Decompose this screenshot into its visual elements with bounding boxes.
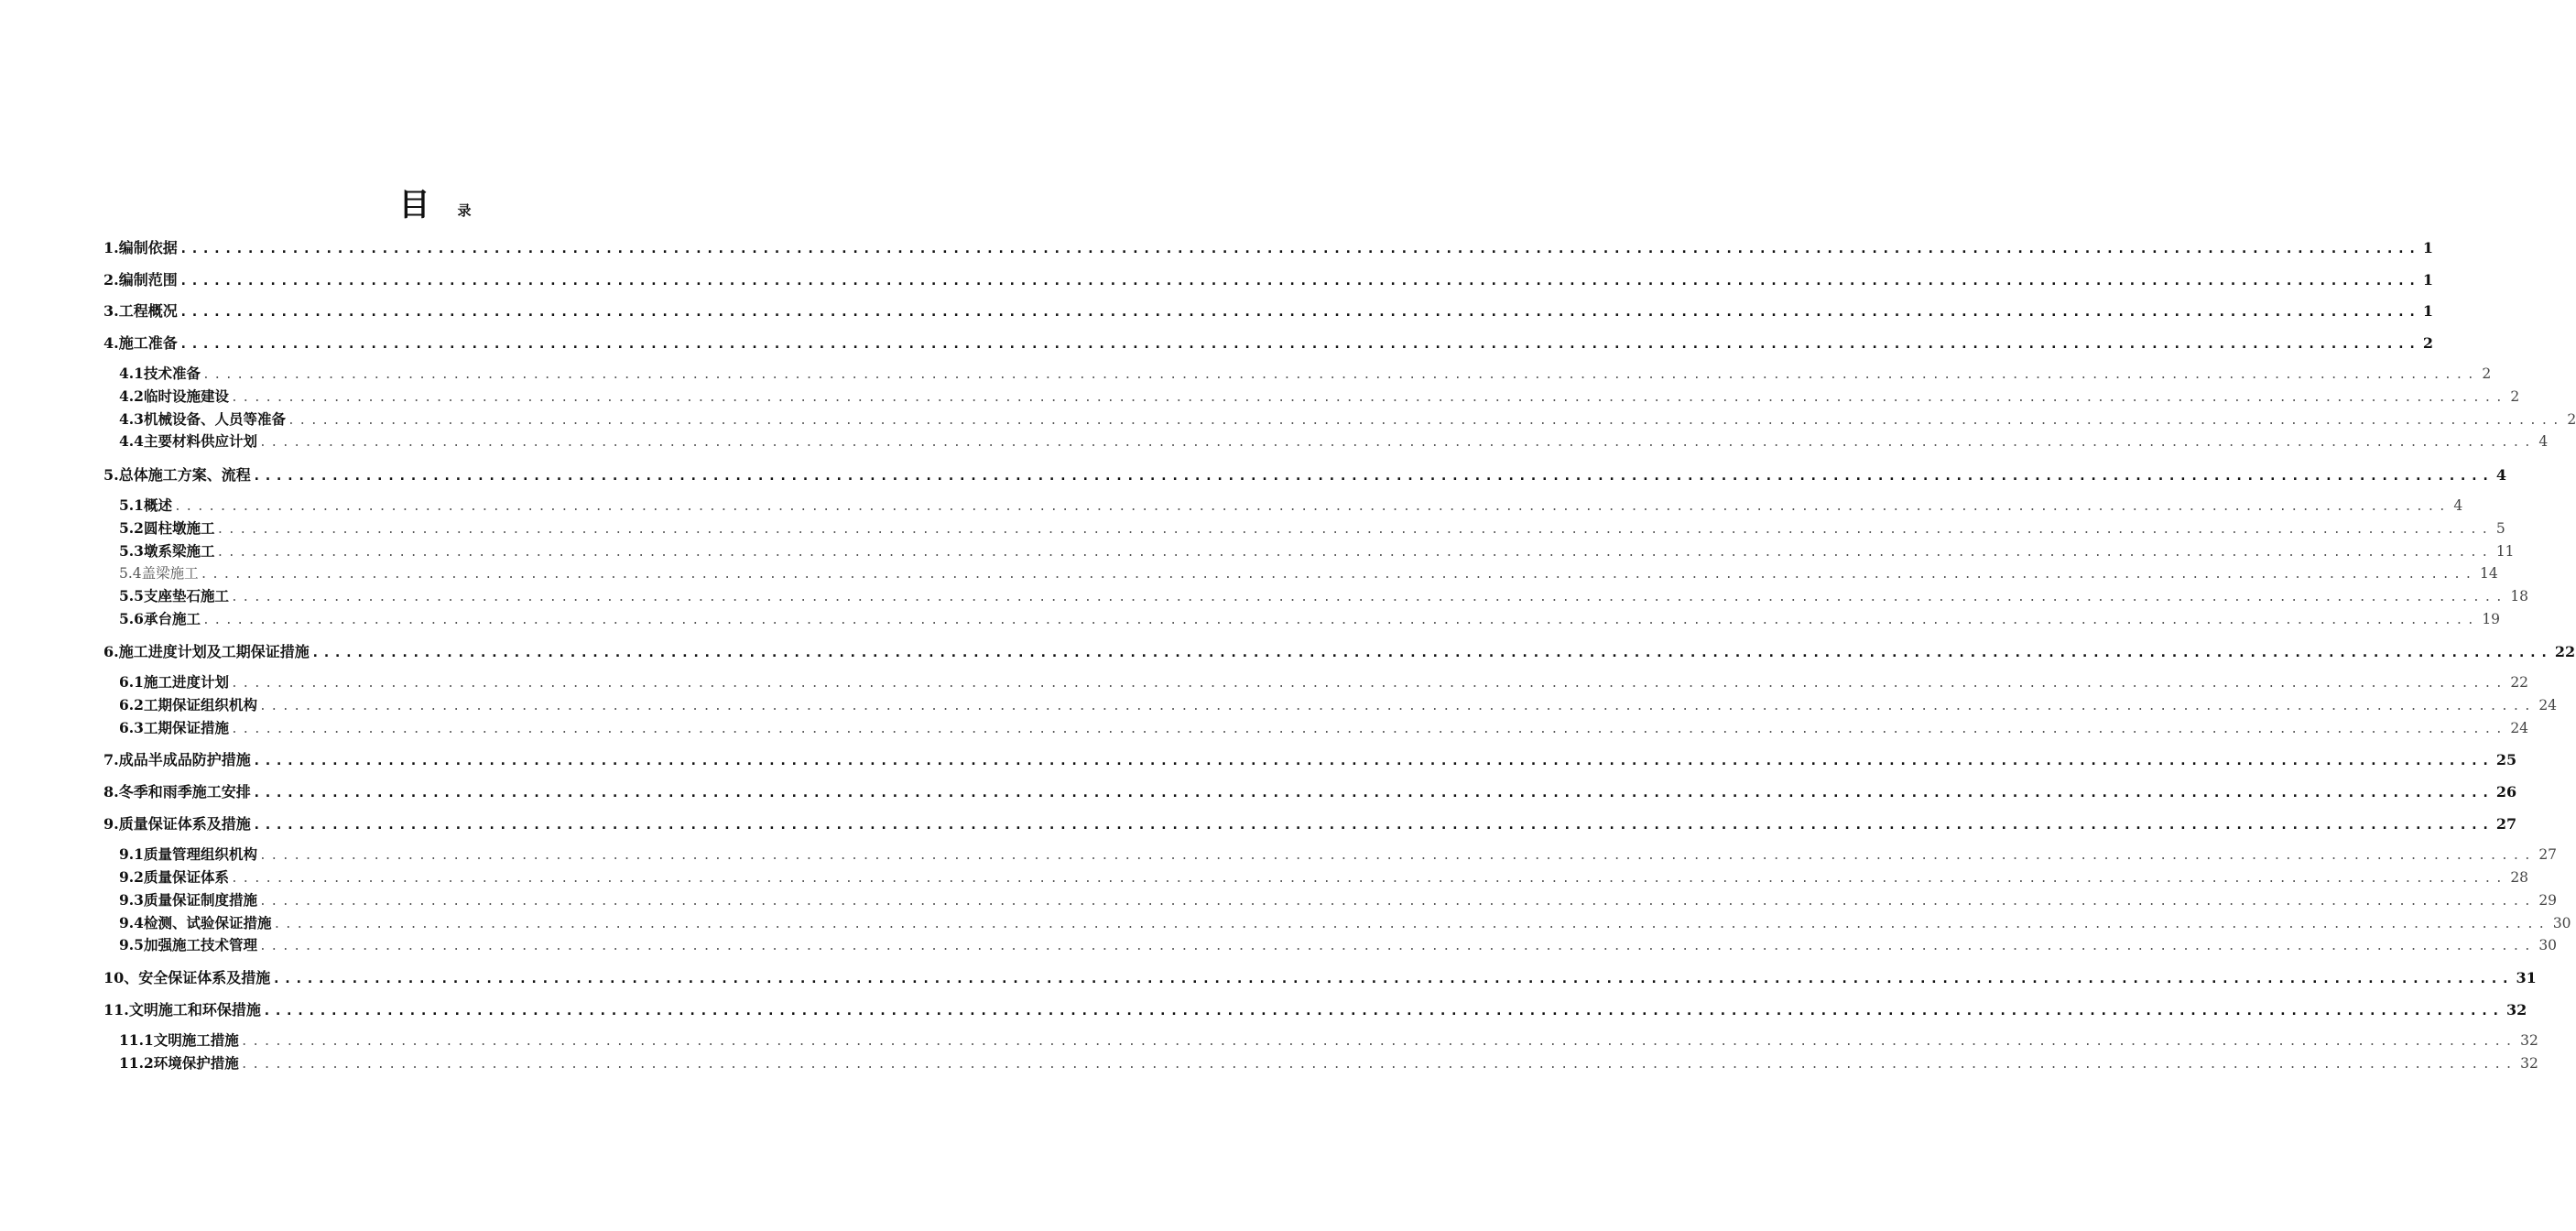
toc-page-number: 2 (2567, 411, 2576, 428)
toc-leader-dots: ........................................................................................................................................................................................................ (252, 752, 2493, 768)
toc-title (0, 180, 870, 224)
toc-subentry[interactable] (119, 562, 2498, 583)
toc-entry-label: 4.1技术准备 (119, 365, 201, 382)
toc-subentry[interactable] (119, 517, 2505, 538)
toc-entry-label: 4.施工准备 (103, 334, 178, 352)
toc-leader-dots: ........................................................................................................................................................................................................ (287, 414, 2564, 428)
toc-page-number: 11 (2495, 543, 2515, 560)
toc-leader-dots: ........................................................................................................................................................................................................ (230, 677, 2507, 691)
toc-page-number: 4 (2538, 433, 2549, 450)
toc-page-number: 22 (2510, 674, 2529, 691)
toc-page-number: 4 (2453, 497, 2463, 514)
toc-page-number: 30 (2552, 915, 2571, 931)
toc-subentry[interactable] (119, 1029, 2538, 1050)
toc-title-secondary: 录 (457, 202, 472, 219)
toc-entry-label: 5.4盖梁施工 (119, 565, 199, 582)
toc-leader-dots: ........................................................................................................................................................................................................ (201, 614, 2479, 627)
toc-leader-dots: ........................................................................................................................................................................................................ (310, 644, 2551, 660)
toc-page-number: 31 (2516, 969, 2537, 986)
toc-leader-dots: ........................................................................................................................................................................................................ (240, 1058, 2517, 1072)
toc-leader-dots: ........................................................................................................................................................................................................ (240, 1035, 2517, 1049)
toc-subentry[interactable] (119, 495, 2463, 515)
toc-leader-dots: ........................................................................................................................................................................................................ (258, 849, 2536, 863)
toc-leader-dots: ........................................................................................................................................................................................................ (258, 940, 2536, 953)
toc-entry-label: 11.2环境保护措施 (119, 1054, 239, 1072)
toc-leader-dots: ........................................................................................................................................................................................................ (179, 272, 2419, 289)
toc-entry[interactable] (103, 812, 2517, 833)
toc-entry-label: 9.质量保证体系及措施 (103, 815, 251, 833)
toc-leader-dots: ........................................................................................................................................................................................................ (173, 500, 2451, 514)
toc-entry-label: 9.3质量保证制度措施 (119, 891, 257, 909)
toc-page-number: 24 (2538, 697, 2558, 714)
toc-entry[interactable] (103, 966, 2537, 986)
toc-page-number: 25 (2495, 751, 2517, 768)
toc-subentry[interactable] (119, 430, 2549, 451)
toc-page-number: 18 (2510, 588, 2529, 605)
toc-leader-dots: ........................................................................................................................................................................................................ (252, 784, 2493, 801)
toc-page-number: 32 (2506, 1001, 2527, 1019)
toc-entry[interactable] (103, 268, 2434, 289)
toc-subentry[interactable] (119, 409, 2576, 429)
toc-subentry[interactable] (119, 540, 2515, 561)
toc-leader-dots: ........................................................................................................................................................................................................ (216, 523, 2493, 537)
toc-entry-label: 11.文明施工和环保措施 (103, 1001, 261, 1019)
toc-subentry[interactable] (119, 608, 2501, 628)
toc-leader-dots: ........................................................................................................................................................................................................ (230, 591, 2507, 605)
toc-entry[interactable] (103, 748, 2517, 768)
toc-leader-dots: ........................................................................................................................................................................................................ (272, 970, 2513, 986)
toc-entry-label: 4.3机械设备、人员等准备 (119, 410, 286, 428)
toc-leader-dots: ........................................................................................................................................................................................................ (273, 918, 2549, 931)
toc-leader-dots: ........................................................................................................................................................................................................ (179, 240, 2419, 256)
toc-leader-dots: ........................................................................................................................................................................................................ (179, 303, 2419, 320)
toc-page-number: 27 (2538, 846, 2558, 863)
toc-leader-dots: ........................................................................................................................................................................................................ (262, 1002, 2503, 1019)
toc-page-number: 2 (2422, 334, 2434, 352)
toc-subentry[interactable] (119, 889, 2558, 910)
toc-leader-dots: ........................................................................................................................................................................................................ (252, 816, 2493, 833)
toc-subentry[interactable] (119, 912, 2571, 932)
toc-entry-label: 8.冬季和雨季施工安排 (103, 783, 251, 801)
toc-page-number: 22 (2554, 643, 2576, 660)
toc-entry-label: 5.2圆柱墩施工 (119, 519, 215, 537)
toc-leader-dots: ........................................................................................................................................................................................................ (201, 368, 2479, 382)
toc-entry-label: 5.6承台施工 (119, 610, 201, 627)
toc-leader-dots: ........................................................................................................................................................................................................ (200, 568, 2476, 582)
toc-page-number: 26 (2495, 783, 2517, 801)
toc-subentry[interactable] (119, 585, 2529, 605)
toc-page-number: 4 (2495, 466, 2507, 484)
toc-entry-label: 5.1概述 (119, 496, 172, 514)
toc-entry-label: 1.编制依据 (103, 239, 178, 256)
toc-entry-label: 9.1质量管理组织机构 (119, 845, 257, 863)
toc-entry-label: 4.4主要材料供应计划 (119, 432, 257, 450)
toc-page-number: 30 (2538, 937, 2558, 953)
toc-entry-label: 6.施工进度计划及工期保证措施 (103, 643, 310, 660)
toc-entry-label: 9.5加强施工技术管理 (119, 936, 257, 953)
toc-page-number: 2 (2482, 365, 2492, 382)
toc-entry-label: 3.工程概况 (103, 302, 178, 320)
toc-page-number: 14 (2480, 565, 2498, 582)
toc-page-number: 28 (2510, 869, 2529, 886)
toc-page-number: 32 (2520, 1032, 2538, 1049)
toc-page-number: 32 (2520, 1055, 2538, 1072)
toc-entry-label: 10、安全保证体系及措施 (103, 969, 271, 986)
toc-page-number: 5 (2495, 520, 2505, 537)
toc-subentry[interactable] (119, 844, 2558, 864)
toc-entry-label: 5.5支座垫石施工 (119, 587, 229, 605)
toc-entry[interactable] (103, 640, 2576, 660)
toc-subentry[interactable] (119, 866, 2529, 887)
toc-subentry[interactable] (119, 1052, 2538, 1073)
toc-leader-dots: ........................................................................................................................................................................................................ (230, 723, 2507, 736)
toc-page-number: 1 (2422, 302, 2434, 320)
toc-subentry[interactable] (119, 717, 2529, 737)
toc-entry-label: 6.2工期保证组织机构 (119, 696, 257, 714)
toc-entry-label: 4.2临时设施建设 (119, 387, 229, 405)
toc-page-number: 24 (2510, 720, 2529, 736)
toc-leader-dots: ........................................................................................................................................................................................................ (258, 700, 2536, 714)
toc-leader-dots: ........................................................................................................................................................................................................ (258, 436, 2536, 450)
toc-entry[interactable] (103, 998, 2527, 1019)
toc-entry-label: 9.4检测、试验保证措施 (119, 914, 272, 931)
toc-leader-dots: ........................................................................................................................................................................................................ (230, 391, 2507, 405)
toc-subentry[interactable] (119, 671, 2529, 692)
toc-subentry[interactable] (119, 694, 2558, 714)
toc-entry-label: 2.编制范围 (103, 271, 178, 289)
toc-subentry[interactable] (119, 363, 2492, 383)
toc-title-main: 目 (398, 187, 430, 223)
toc-entry-label: 6.1施工进度计划 (119, 673, 229, 691)
toc-leader-dots: ........................................................................................................................................................................................................ (230, 872, 2507, 886)
toc-page-number: 19 (2482, 611, 2501, 627)
toc-page-number: 1 (2422, 239, 2434, 256)
toc-page-number: 1 (2422, 271, 2434, 289)
toc-leader-dots: ........................................................................................................................................................................................................ (216, 546, 2493, 560)
toc-page-number: 2 (2510, 388, 2520, 405)
toc-leader-dots: ........................................................................................................................................................................................................ (179, 335, 2419, 352)
toc-leader-dots: ........................................................................................................................................................................................................ (258, 895, 2536, 909)
toc-entry[interactable] (103, 463, 2507, 484)
toc-entry[interactable] (103, 780, 2517, 801)
toc-page-number: 27 (2495, 815, 2517, 833)
toc-subentry[interactable] (119, 386, 2520, 406)
toc-page-number: 29 (2538, 892, 2558, 909)
toc-entry[interactable] (103, 300, 2434, 320)
toc-entry-label: 7.成品半成品防护措施 (103, 751, 251, 768)
toc-entry-label: 5.总体施工方案、流程 (103, 466, 251, 484)
toc-entry-label: 9.2质量保证体系 (119, 868, 229, 886)
toc-leader-dots: ........................................................................................................................................................................................................ (252, 467, 2493, 484)
toc-entry[interactable] (103, 236, 2434, 256)
toc-entry-label: 6.3工期保证措施 (119, 719, 229, 736)
toc-entry-label: 11.1文明施工措施 (119, 1031, 239, 1049)
toc-entry[interactable] (103, 332, 2434, 352)
toc-entry-label: 5.3墩系梁施工 (119, 542, 215, 560)
toc-subentry[interactable] (119, 934, 2558, 954)
